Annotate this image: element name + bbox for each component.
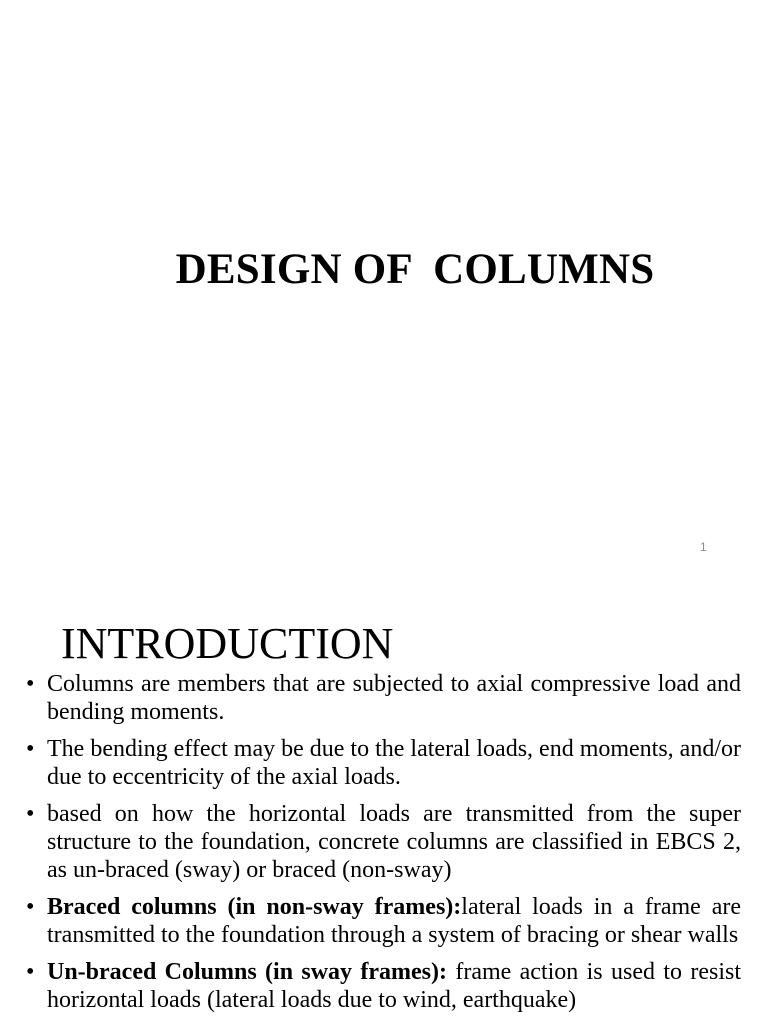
slide-title: DESIGN OF COLUMNS — [175, 246, 655, 293]
bullet-icon: • — [26, 801, 35, 827]
bullet-item — [0, 670, 768, 726]
bullet-icon: • — [26, 894, 35, 920]
introduction-slide — [0, 576, 768, 1024]
bullet-icon: • — [26, 959, 35, 985]
bullet-bold-term: Un-braced Columns (in sway frames): — [47, 959, 456, 985]
bullet-item — [0, 735, 768, 791]
bullet-text: frame action is used to resist horizontal loads (lateral loads due to wind, earthquake) — [47, 959, 741, 1013]
bullet-item — [0, 893, 768, 949]
bullet-bold-term: Braced columns (in non-sway frames): — [47, 894, 462, 920]
slide-title: INTRODUCTION — [61, 619, 394, 668]
bullet-text: lateral loads in a frame are transmitted to the foundation through a system of bracing or shear walls — [47, 894, 742, 948]
bullet-item — [0, 800, 768, 884]
bullet-icon: • — [26, 671, 35, 697]
bullet-text: based on how the horizontal loads are transmitted from the super structure to the foundation, concrete columns are classified in EBCS 2, as un-braced (sway) or braced (non-sway) — [47, 801, 741, 883]
bullet-text: Columns are members that are subjected to axial compressive load and bending moments. — [47, 671, 741, 725]
bullet-list — [0, 670, 768, 1023]
slide-page-number: 1 — [700, 540, 707, 554]
bullet-item — [0, 958, 768, 1014]
bullet-icon: • — [26, 736, 35, 762]
bullet-text: The bending effect may be due to the lateral loads, end moments, and/or due to eccentricity of the axial loads. — [47, 736, 741, 790]
